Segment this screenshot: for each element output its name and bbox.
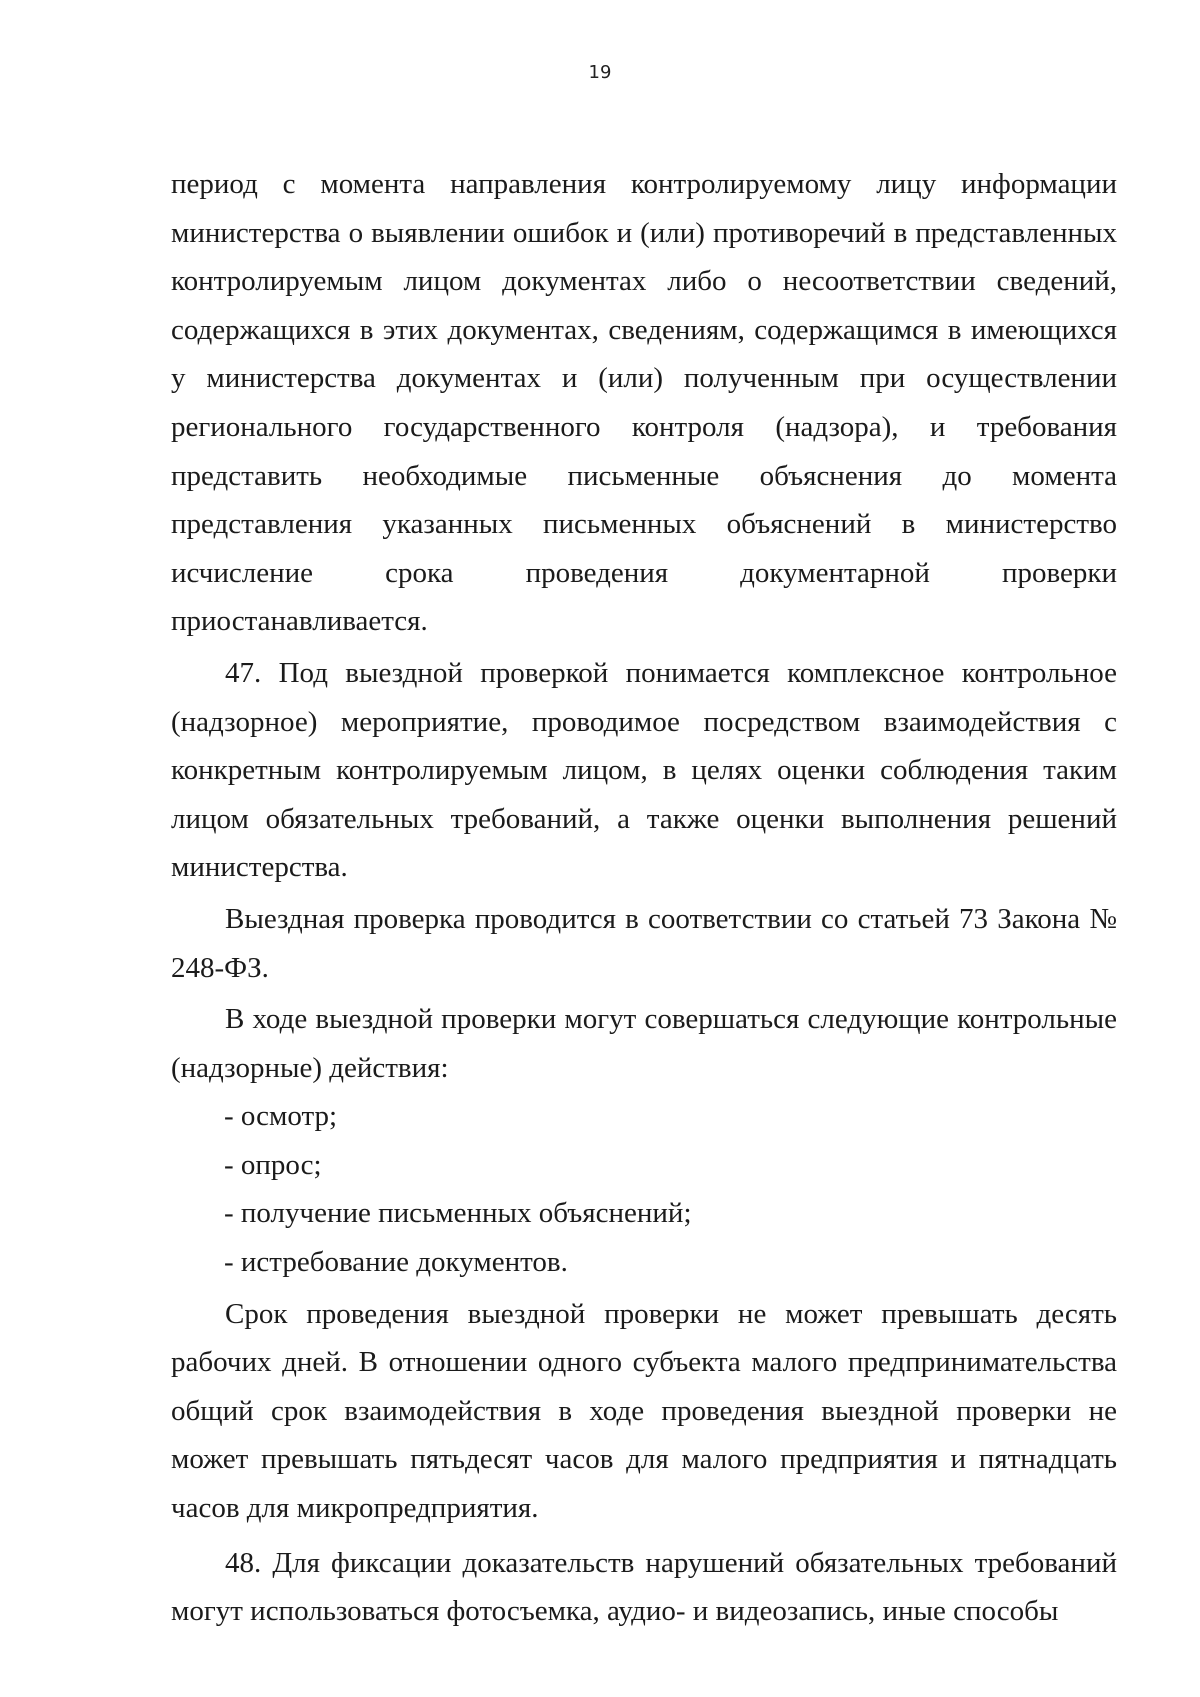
page-number: 19 xyxy=(588,62,612,83)
paragraph-47-onsite-inspection: 47. Под выездной проверкой понимается комплексное контрольное (надзорное) мероприятие, проводимое посредством взаимодействия с конкретным контролируемым лицом, в целях оценки соблюдения таким лицом обязательных требований, а также оценки выполнения решений министерства. xyxy=(171,656,1117,884)
list-item: - получение письменных объяснений; xyxy=(224,1197,692,1230)
control-actions-list xyxy=(171,1092,1117,1286)
paragraph-inspection-duration: Срок проведения выездной проверки не может превышать десять рабочих дней. В отношении одного субъекта малого предпринимательства общий срок взаимодействия в ходе проведения выездной проверки не может превышать пятьдесят часов для малого предприятия и пятнадцать часов для микропредприятия. xyxy=(171,1297,1117,1525)
paragraph-48-evidence-recording: 48. Для фиксации доказательств нарушений обязательных требований могут использоваться фотосъемка, аудио- и видеозапись, иные способы xyxy=(171,1546,1117,1628)
paragraph-suspension-period: период с момента направления контролируемому лицу информации министерства о выявлении ошибок и (или) противоречий в представленных контролируемым лицом документах либо о несоответствии сведений, содержащихся в этих документах, сведениям, содержащимся в имеющихся у министерства документах и (или) полученным при осуществлении регионального государственного контроля (надзора), и требования представить необходимые письменные объяснения до момента представления указанных письменных объяснений в министерство исчисление срока проведения документарной проверки приостанавливается. xyxy=(171,168,1117,638)
list-item: - опрос; xyxy=(224,1148,322,1181)
list-item: - истребование документов. xyxy=(224,1246,568,1279)
paragraph-onsite-inspection-law: Выездная проверка проводится в соответствии со статьей 73 Закона № 248-ФЗ. xyxy=(171,902,1117,984)
document-body xyxy=(171,160,1117,1636)
list-item: - осмотр; xyxy=(224,1100,338,1133)
paragraph-control-actions: В ходе выездной проверки могут совершаться следующие контрольные (надзорные) действия: xyxy=(171,1003,1117,1084)
